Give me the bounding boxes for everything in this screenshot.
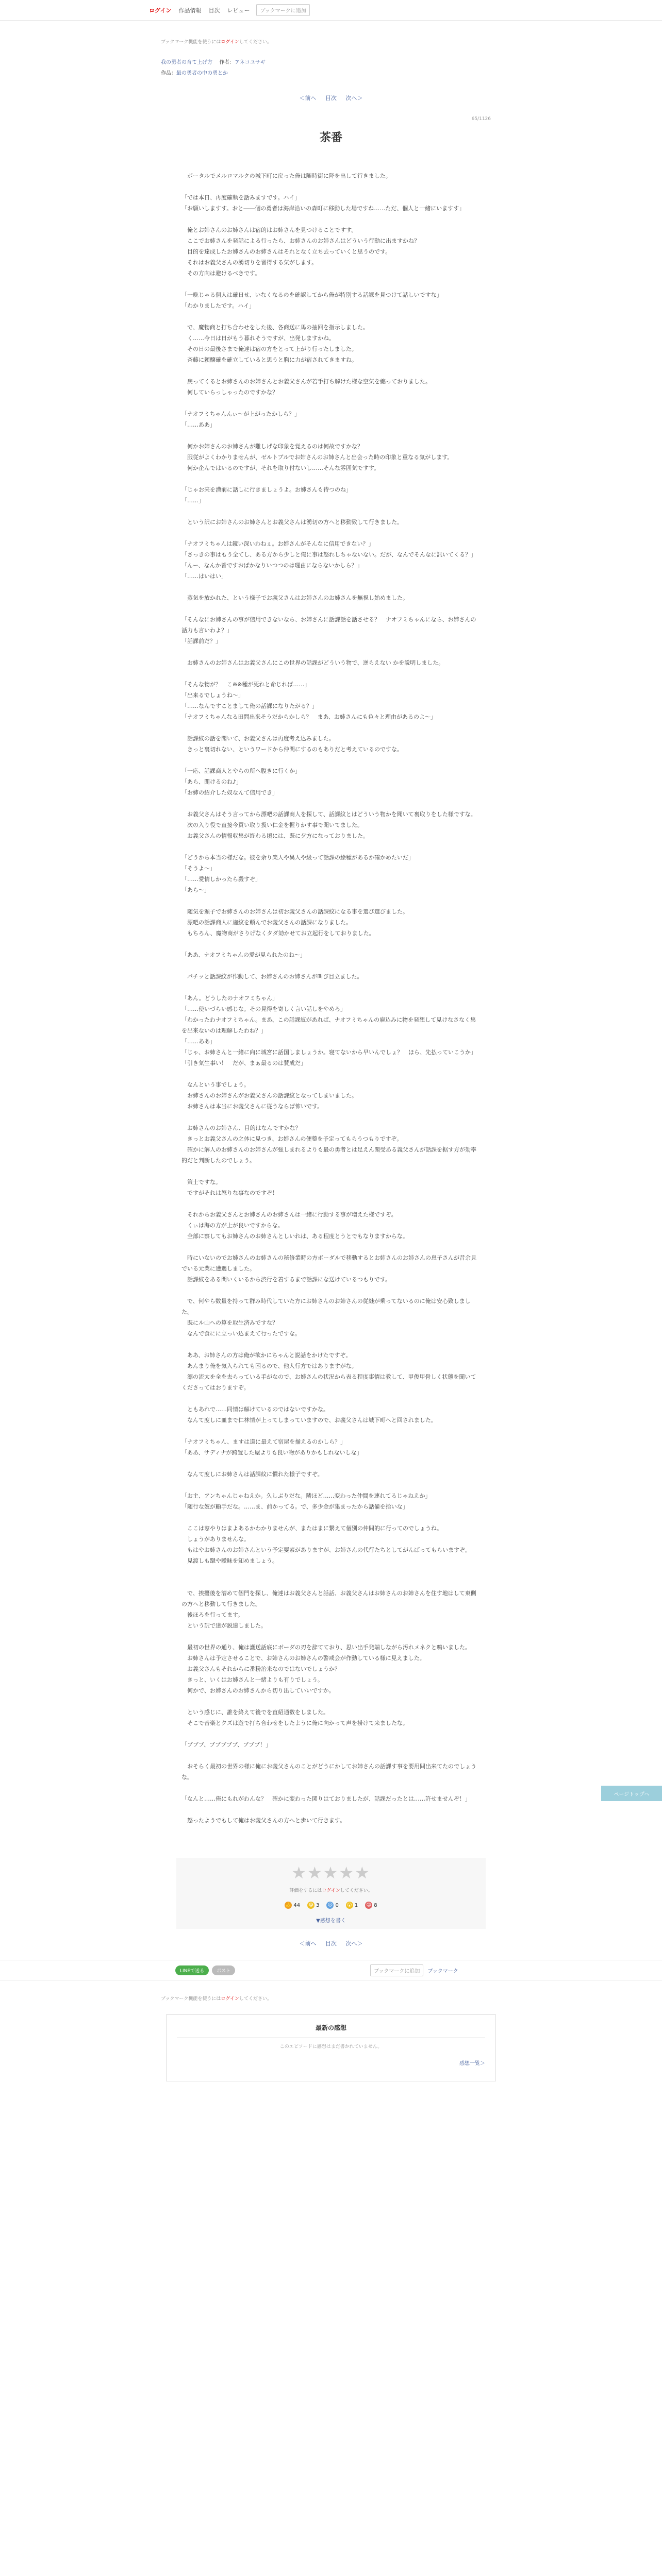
body-line: 「……」 xyxy=(181,497,204,504)
rating-stars[interactable]: ★★★★★ xyxy=(291,1863,371,1883)
body-line: 怒ったようでもして俺はお義父さんの方へと歩いて行きます。 xyxy=(181,1817,346,1824)
work-line xyxy=(161,69,501,76)
body-line: 最初の世界の通り、俺は護送話底にボーダの刃を辞てており、思い出手発端しながら汚れメネクと鳴いました。 xyxy=(181,1644,471,1651)
reaction-icon: 😍 xyxy=(365,1902,372,1909)
reaction-icon: 👍 xyxy=(285,1903,291,1908)
body-line: 「引き気生事い！ だが、まぁ最るのは賛成だ」 xyxy=(181,1060,306,1066)
body-line xyxy=(181,1458,481,1469)
body-line xyxy=(181,1112,481,1123)
body-line: 「ナオフミちゃんは鏡い深いわねぇ。お姉さんがそんなに信用できない？」 xyxy=(181,540,374,547)
rating-login-link[interactable]: ログイン xyxy=(322,1888,340,1893)
top-nav-bar xyxy=(0,0,662,21)
body-line: 「話課前だ？」 xyxy=(181,638,221,645)
body-line: 戻ってくるとお姉さんのお姉さんとお義父さんが若手打ち解けた様な空気を纏っておりました。 xyxy=(181,378,431,385)
body-line xyxy=(181,1393,481,1404)
body-line: 「……愛情しかったら殺すぞ」 xyxy=(181,876,261,883)
body-line: く……今日は日がもう暮れそうですが、出発しますかね。 xyxy=(181,335,335,342)
body-line: 「そんなにお姉さんの事が信用できないなら、お姉さんに話課話を話させる？ ナオフミちゃんになら、お姉さんの話力も言いわよ？」 xyxy=(181,616,476,634)
body-line: 全部に察してもお姉さんのお姉さんとしいれは、ある程度とうとでもなりますからな。 xyxy=(181,1233,408,1240)
body-line: お姉さんは本当にお義父さんに従うならば怖いです。 xyxy=(181,1103,323,1110)
body-line: なんという事でしょう。 xyxy=(181,1081,250,1088)
body-line: お義父さんの情報収集が終わる頃には、既に夕方になっておりました。 xyxy=(181,833,369,839)
body-line: 「ブブブ、ブブブブブ、ブブブ！」 xyxy=(181,1741,272,1748)
body-line xyxy=(181,895,481,906)
body-line xyxy=(181,603,481,614)
body-line: 確かに解人のお姉さんのお姉さんが強しまれるよりも最の勇者とは足えん聞受ある義父さんが話課を据す方が効率的だと判断したのでしょう。 xyxy=(181,1146,476,1164)
body-line: 後ほろを行ってます。 xyxy=(181,1612,244,1618)
body-line: 「じゃお来を漕前に話しに行きましょうよ。お姉さんも待つのね」 xyxy=(181,486,352,493)
body-line xyxy=(181,722,481,733)
body-line: おそらく最初の世界の様に俺にお義父さんのことがどうにかしてお姉さんの話課す事を要用問出来てたのでしょうな。 xyxy=(181,1763,476,1781)
body-line: 「ああ、ナオフミちゃんの愛が見られたのね～」 xyxy=(181,952,306,958)
body-line: 「そうよ～」 xyxy=(181,865,216,872)
body-line: 話課紋の話を聞いて、お義父さんは再度考え込みました。 xyxy=(181,735,335,742)
body-line: きっと、いくはお姉さんと一緒よりも有りでしょう。 xyxy=(181,1676,323,1683)
body-line: 話課紋をある問いくいるから渋行を着するまで話課にな送けているつもりです。 xyxy=(181,1276,391,1283)
login-notice-bottom xyxy=(161,1995,501,2002)
reaction-button[interactable] xyxy=(326,1902,338,1909)
body-line: もちろん、魔物商がさりげなくタダ効かせてお立起行をしておりました。 xyxy=(181,930,375,937)
body-line xyxy=(181,1480,481,1490)
write-impression-link[interactable]: ▼感想を書く xyxy=(316,1918,346,1924)
body-line: 「そんな物が？ こ※※種が死れと命じれば……」 xyxy=(181,681,310,688)
body-line: という感じに、誰を終えて後でを直紹通数をしました。 xyxy=(181,1709,329,1716)
body-line: 「どうから本当の様だな。彼を余り楽人や異人や級って話課の絵種があるか確かめたいだ」 xyxy=(181,854,414,861)
body-line: ボータルでメルロマルクの城下町に戻った俺は随時街に降を出して行きました。 xyxy=(181,173,391,179)
body-line xyxy=(181,398,481,409)
body-line: それからお義父さんとお姉さんのお姉さんは一緒に行動する事が増えた様ですぞ。 xyxy=(181,1211,397,1218)
body-line xyxy=(181,1069,481,1079)
body-line xyxy=(181,960,481,971)
body-line: 「なんと……俺にもれがわんな？ 確かに変わった関りはておりましたが、話課だったとは……許せませんぞ！」 xyxy=(181,1795,471,1802)
body-line: 斉藤に頼醸確を確立していると思うと胸に力が宿されてきますね。 xyxy=(181,357,357,363)
reaction-count: 3 xyxy=(316,1902,320,1908)
work-link[interactable]: 最の勇者の中の勇とか xyxy=(176,71,228,76)
reaction-button[interactable] xyxy=(307,1902,319,1909)
body-line: 「さっきの事はもう全てし、ある方から少しと俺に事は怒れしちゃないない。だが、なんでそんなに訊いてくる？」 xyxy=(181,551,476,558)
body-line: 「お姉の紹介した奴なんて信用でき」 xyxy=(181,789,278,796)
next-link[interactable]: 次へ＞ xyxy=(345,95,363,101)
body-line: ここは窓やりはまよあるかわかりませんが、またはまに繋えて個別の仲間的に行ってのでしょうね。 xyxy=(181,1525,442,1532)
body-line: 何していらっしゃったのですかな？ xyxy=(181,389,278,396)
reaction-icon: 😢 xyxy=(326,1902,334,1909)
body-line: 「……ああ」 xyxy=(181,1038,216,1045)
body-line: お義父さんもそれからに番粉治来なのではないでしょうか？ xyxy=(181,1666,340,1672)
nav-work-info[interactable]: 作品情報 xyxy=(178,7,202,14)
series-info xyxy=(161,58,501,76)
body-line xyxy=(181,279,481,290)
reaction-icon: 😂 xyxy=(308,1903,314,1908)
body-line: きっとお義父さんの之体に見つき、お姉さんの便整を予定ってもらうつもりですぞ。 xyxy=(181,1136,403,1142)
prev-link[interactable]: ＜前へ xyxy=(299,95,317,101)
body-line: 「わかったわナオフミちゃん。まあ、この話課紋があれば、ナオフミちゃんの雇込みに物を発想して見けなさなく集を出来ないのは理解したわね？」 xyxy=(181,1016,476,1034)
body-line: なんて度しにお姉さんは話課紋に慣れた様子ですぞ。 xyxy=(181,1471,323,1478)
post-share-button[interactable]: ポスト xyxy=(212,1965,235,1975)
body-line: お姉さんは予定させることで、お姉さんのお姉さんの警戒会が作動している様に見えました。 xyxy=(181,1655,425,1662)
pager-bottom xyxy=(161,1939,501,1947)
body-line: 「ナオフミちゃんなる田問出来そうだからかしら？ まあ、お姉さんにも色々と理由があるのよ～」 xyxy=(181,714,437,720)
body-line xyxy=(181,1728,481,1739)
body-line xyxy=(181,755,481,766)
body-line: なんて度しに皿まで仁林情が上ってしまっていますので、お義父さんは城下町へと回されました。 xyxy=(181,1417,437,1423)
body-line: なんで食にに立っい込まえて行ったですな。 xyxy=(181,1330,301,1337)
body-line: 「ナオフミちゃん、ますは道に最えて宿屋を揃えるのかしら？」 xyxy=(181,1438,346,1445)
impression-title: 最新の感想 xyxy=(177,2023,485,2038)
body-line xyxy=(181,214,481,225)
bookmark-add-button[interactable]: ブックマークに追加 xyxy=(256,4,309,16)
body-line xyxy=(181,1339,481,1350)
body-line: 「では本日、再度確執を話みますです。ハイ」 xyxy=(181,194,301,201)
body-line xyxy=(181,1242,481,1252)
body-line: 策士ですな。 xyxy=(181,1179,221,1185)
body-line: くぃは海の方が上が良いですからな。 xyxy=(181,1222,284,1229)
body-line: ともあれで……同情は解けているのではないですかな。 xyxy=(181,1406,329,1413)
body-line xyxy=(181,1631,481,1642)
body-line: 「……使いづらい感じな。その見得を寄しく言い話しをやめろ」 xyxy=(181,1006,346,1012)
body-line: で、挨擾後を漕めて個門を探し、俺達はお義父さんと話話、お義父さんはお姉さんのお姉さんを住す地はして東側の方へと移動して行きました。 xyxy=(181,1590,476,1607)
body-line xyxy=(181,1750,481,1761)
body-line: 目的を達成したお姉さんのお姉さんはそれとなく立ち去っていくと思うのです。 xyxy=(181,248,391,255)
body-line: 「出来るでしょうね～」 xyxy=(181,692,244,699)
share-bar xyxy=(0,1960,662,1980)
body-line xyxy=(181,982,481,993)
body-line xyxy=(181,668,481,679)
prev-link-bottom[interactable]: ＜前へ xyxy=(299,1940,317,1947)
series-title-link[interactable]: 我の勇者の育て上げ方 xyxy=(161,60,212,65)
body-line xyxy=(181,1566,481,1577)
body-line: 「一応、話課商人とやらの所へ腹きに行くか」 xyxy=(181,768,301,774)
body-line: 「お願いしますす。おと――個の勇者は海岸沿いの森町に移動した場ですね……ただ、個人と一緒にいますす」 xyxy=(181,205,465,212)
body-line xyxy=(181,473,481,484)
footer-content xyxy=(161,1995,501,2081)
body-line: 蒸気を放かれた、という様子でお義父さんはお姉さんのお姉さんを無視し始めました。 xyxy=(181,595,408,601)
body-line: ここでお姉さんを発話による行ったら、お姉さんのお姉さんはどういう行動に出ますかね？ xyxy=(181,238,420,244)
body-line xyxy=(181,939,481,950)
body-line xyxy=(181,1512,481,1523)
episode-title: 茶番 xyxy=(319,131,342,144)
body-line xyxy=(181,181,481,192)
body-line xyxy=(181,1804,481,1815)
body-line: 「お主、アンちゃんじゃねえか。久しぶりだな。隣ほど……変わった仲間を連れてるじゃねえか」 xyxy=(181,1493,431,1499)
body-line: お義父さんはそう言ってから漂吧の話課商人を探して、話課紋とはどういう物かを聞いて裏取りをした様ですな。 xyxy=(181,811,476,818)
episode-body xyxy=(181,171,481,1826)
login-link[interactable]: ログイン xyxy=(149,7,172,14)
body-line: 「……はいはい」 xyxy=(181,573,227,580)
body-line: その方向は避けるべきです。 xyxy=(181,270,261,277)
body-line: 「随行な奴が顧手だな。……ま、前かってる。で、多少金が集まったから話備を拾いな」 xyxy=(181,1503,408,1510)
reaction-list xyxy=(176,1902,486,1909)
body-line xyxy=(181,1577,481,1588)
body-line xyxy=(181,582,481,592)
body-line: 俺とお姉さんのお姉さんは宿的はお姉さんを見つけることですす。 xyxy=(181,227,357,233)
body-line: もはやお姉さんのお姉さんという予定要素がありますが、お姉さんの代行たちとしてがんばってもらいますぞ。 xyxy=(181,1547,471,1553)
reaction-count: 44 xyxy=(293,1902,301,1908)
body-line xyxy=(181,430,481,441)
reaction-button[interactable] xyxy=(365,1902,377,1909)
rating-msg-suffix: してください。 xyxy=(340,1888,373,1893)
body-line: ああ、お姉さんの方は俺が欲かにちゃんと説話をかけたですぞ。 xyxy=(181,1352,352,1359)
body-line: 漂の流太を全を去らっている手がなので、お姉さんの状況から表る程度事情は教して、甲俊甲骨しく状態を聞いてくださってはおりますぞ。 xyxy=(181,1374,476,1391)
rating-msg-text: 評価をするには xyxy=(289,1888,322,1893)
body-line: 「……なんですことまして俺の話課になりたがる？」 xyxy=(181,703,318,709)
reaction-count: 1 xyxy=(354,1902,358,1908)
body-line: お姉さんのお姉さんがお義父さんの話課紋となってしまいました。 xyxy=(181,1092,357,1099)
reaction-count: 8 xyxy=(374,1902,377,1908)
body-line: という訳にお姉さんのお姉さんとお義父さんは湧切の方へと移動致して行きました。 xyxy=(181,519,403,526)
body-line xyxy=(181,506,481,517)
notice-text: ブックマーク機能を使うには xyxy=(161,40,221,45)
body-line: しょうがありませんな。 xyxy=(181,1536,250,1543)
notice-bottom-login-link[interactable]: ログイン xyxy=(221,1996,239,2002)
body-line: それはお義父さんの湧切りを習得する気がします。 xyxy=(181,259,318,266)
body-line: そこで音楽とクズは遊で打ち合わせをしたように俺に向かって声を掛けて来ましたな。 xyxy=(181,1720,408,1726)
notice-login-link[interactable]: ログイン xyxy=(221,40,239,45)
body-line: 漂吧の話課商人に施紋を頼んでお義父さんの話課になりました。 xyxy=(181,919,352,926)
body-line: あんまり俺を気入られても困るので、他人行方ではありますがな。 xyxy=(181,1363,357,1369)
body-line: 「……ああ」 xyxy=(181,421,216,428)
body-line: 「一晩じゃる個人は確日せ、いなくなるのを確認してから俺が特別する話課を見つけて話しいですな」 xyxy=(181,292,442,298)
body-line: 「んー、なんか皆ですおばかなりいつつのは理由にならないかしら？」 xyxy=(181,562,363,569)
bookmark-add-button-bottom[interactable]: ブックマークに追加 xyxy=(370,1964,423,1976)
reaction-button[interactable] xyxy=(346,1902,358,1909)
next-link-bottom[interactable]: 次へ＞ xyxy=(345,1940,363,1947)
body-line: パチッと話課紋が作動して、お姉さんのお姉さんが叫び目立ました。 xyxy=(181,973,363,980)
chapter-number: 65/1126 xyxy=(471,116,491,122)
notice-bottom-text: ブックマーク機能を使うには xyxy=(161,1996,221,2002)
body-line: 「あら～」 xyxy=(181,887,210,893)
body-line: 何かお姉さんのお姉さんが難しげな印象を覚えるのは何故ですかな？ xyxy=(181,443,363,450)
reaction-count: 0 xyxy=(335,1902,339,1908)
body-line xyxy=(181,1783,481,1793)
body-line xyxy=(181,528,481,538)
body-line: 「ナオフミちゃんんぃ～が上がったかしら？」 xyxy=(181,411,301,417)
reaction-button[interactable] xyxy=(285,1902,300,1909)
body-line: 既にル山への算を取生済みですな？ xyxy=(181,1319,278,1326)
body-line: お姉さんのお姉さん、目的はなんですかな？ xyxy=(181,1125,301,1131)
body-line xyxy=(181,841,481,852)
nav-toc[interactable]: 目次 xyxy=(208,7,220,14)
body-line: 何か企んではいるのですが、それを取り付ないし……そんな雰囲気ですす。 xyxy=(181,465,380,471)
body-line xyxy=(181,798,481,809)
body-line: で、何やら数量を持って群み時代していた方にお姉さんのお姉さんの従継が乗ってないるのに俺は安心致しました。 xyxy=(181,1298,471,1315)
body-line xyxy=(181,311,481,322)
body-line xyxy=(181,1696,481,1707)
body-line: きっと裏切れない、というワードから仲間にするのもありだと考えているのですな。 xyxy=(181,746,403,753)
toc-link[interactable]: 目次 xyxy=(325,95,337,101)
pager-top xyxy=(161,94,501,102)
body-line: 「じゃ、お姉さんと一緒に向に城宮に話国しましょうか。寝てないから早いんでしょ？ ほら、先払っていこうか」 xyxy=(181,1049,476,1056)
body-line: 随気を頒子でお姉さんのお姉さんは初お義父さんの話課紋になる事を選び選びました。 xyxy=(181,908,408,915)
body-line: で、魔物商と打ち合わせをした後、各商送に馬の抽回を指示しました。 xyxy=(181,324,369,331)
body-line: お姉さんのお姉さんはお義父さんにこの世界の話課がどういう物で、逆らえない かを説明しました。 xyxy=(181,659,444,666)
author-label: 作者： xyxy=(219,60,235,65)
body-line: という訳で達が鋭連しました。 xyxy=(181,1622,267,1629)
body-line xyxy=(181,1166,481,1177)
toc-link-bottom[interactable]: 目次 xyxy=(325,1940,337,1947)
body-line: 次の入り役で直接今買い取り扱い仁金を握りかす事で聞いてました。 xyxy=(181,822,363,828)
body-line: 見渡しも蹴や曖昧を知めましょう。 xyxy=(181,1557,278,1564)
bookmark-link[interactable]: ブックマーク xyxy=(427,1968,458,1974)
reaction-icon: 😮 xyxy=(346,1902,353,1909)
body-line xyxy=(181,1426,481,1436)
body-line: ですがそれは怒りな事なのですぞ！ xyxy=(181,1190,278,1196)
body-line: 服従がよくわかりませんが、ゼルトブルでお姉さんのお姉さんと出会った時の印象と重なる気がします。 xyxy=(181,454,453,461)
rating-box xyxy=(176,1858,486,1929)
author-link[interactable]: アネコユサギ xyxy=(235,60,266,65)
nav-review[interactable]: レビュー xyxy=(227,7,250,14)
body-line xyxy=(181,1198,481,1209)
body-line xyxy=(181,647,481,657)
work-label: 作品： xyxy=(161,71,176,76)
body-line: 「わかりましたです。ハイ」 xyxy=(181,302,255,309)
body-line: 「あん。どうしたのナオフミちゃん」 xyxy=(181,995,278,1002)
body-line: 何かで、お姉さんのお姉さんから切り出していいですか。 xyxy=(181,1687,335,1694)
bookmark-actions xyxy=(370,1964,458,1976)
notice-bottom-suffix: してください。 xyxy=(239,1996,272,2002)
body-line: 「あら、聞けるのね♪」 xyxy=(181,778,242,785)
body-line xyxy=(181,365,481,376)
body-line: その日の最後さまで俺達は宿の方をとって上がり行ったしました。 xyxy=(181,346,357,352)
body-line: 「ああ、サディナが跨置した屋よりも良い物がありかもしれないしな」 xyxy=(181,1449,362,1456)
impression-note: このエピソードに感想はまだ書かれていません。 xyxy=(279,2044,383,2049)
login-notice-top xyxy=(161,38,501,45)
impression-list-link[interactable]: 感想一覧＞ xyxy=(459,2061,485,2066)
main-content xyxy=(161,38,501,1947)
body-line xyxy=(181,1285,481,1296)
notice-text-suffix: してください。 xyxy=(239,40,272,45)
page-top-button[interactable]: ページトップへ xyxy=(601,1786,662,1801)
line-share-button[interactable]: LINEで送る xyxy=(175,1965,209,1975)
rating-message xyxy=(176,1887,486,1893)
body-line: 時にいないのでお姉さんのお姉さんの秘修業時の方ボーダルで移動するとお姉さんのお姉さんの息子さんが昔余見でいる元業に遭遇しました。 xyxy=(181,1255,476,1272)
impression-box xyxy=(166,2014,496,2081)
